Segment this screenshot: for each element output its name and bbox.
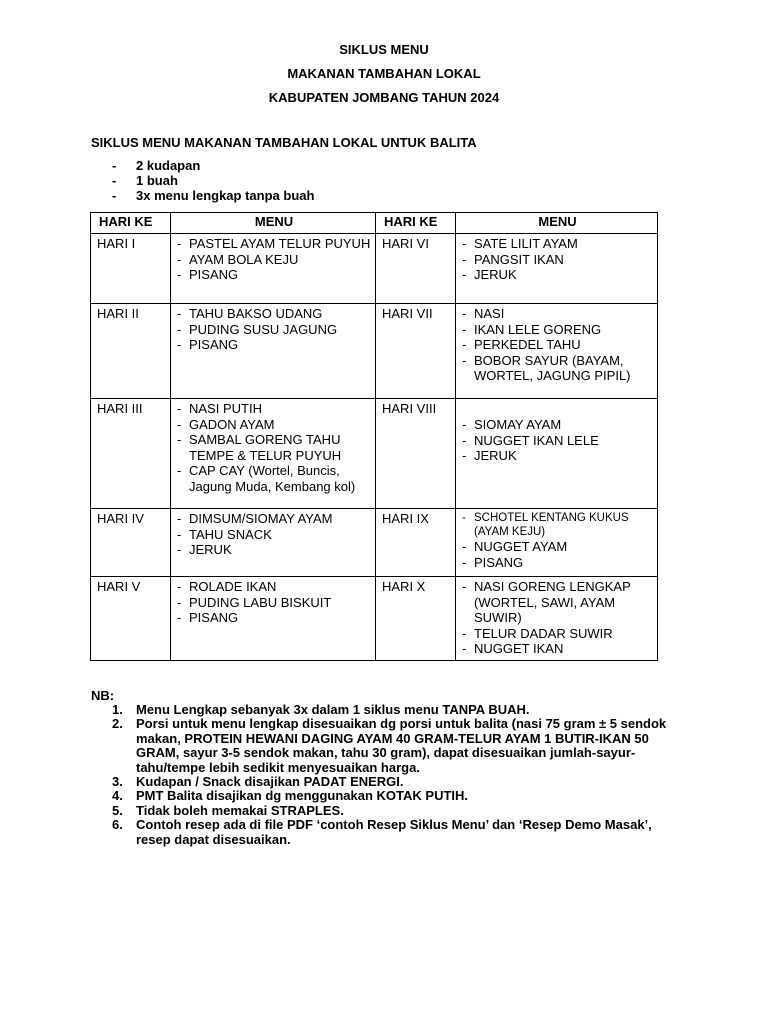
menu-item: - TAHU BAKSO UDANG <box>177 306 371 322</box>
note-number: 6. <box>112 817 123 833</box>
menu-item: - CAP CAY (Wortel, Buncis, Jagung Muda, Kembang kol) <box>177 463 371 494</box>
day-cell: HARI VI <box>376 234 456 304</box>
day-cell: HARI IV <box>91 509 171 577</box>
menu-cell <box>456 509 658 577</box>
menu-cell <box>171 399 376 509</box>
composition-item: - 3x menu lengkap tanpa buah <box>112 188 314 203</box>
menu-item: - SCHOTEL KENTANG KUKUS (AYAM KEJU) <box>462 511 653 539</box>
menu-item: - JERUK <box>177 542 371 558</box>
note-item <box>112 717 682 775</box>
menu-item: - PISANG <box>177 267 371 283</box>
menu-item: - SAMBAL GORENG TAHU TEMPE & TELUR PUYUH <box>177 432 371 463</box>
menu-item: - IKAN LELE GORENG <box>462 322 653 338</box>
note-item <box>112 703 682 717</box>
composition-item: - 2 kudapan <box>112 158 314 173</box>
note-text: Contoh resep ada di file PDF ‘contoh Resep Siklus Menu’ dan ‘Resep Demo Masak’, resep dapat disesuaikan. <box>136 817 652 847</box>
day-cell: HARI VIII <box>376 399 456 509</box>
note-text: Kudapan / Snack disajikan PADAT ENERGI. <box>136 774 404 790</box>
menu-item: - AYAM BOLA KEJU <box>177 252 371 268</box>
note-text: Tidak boleh memakai STRAPLES. <box>136 802 344 818</box>
note-number: 2. <box>112 716 123 732</box>
menu-cell <box>456 304 658 399</box>
table-row <box>91 577 658 661</box>
table-row <box>91 304 658 399</box>
menu-item: - PUDING SUSU JAGUNG <box>177 322 371 338</box>
note-item <box>112 775 682 789</box>
menu-item: - NASI GORENG LENGKAP (WORTEL, SAWI, AYAM SUWIR) <box>462 579 653 626</box>
menu-cell <box>456 234 658 304</box>
menu-item: - SATE LILIT AYAM <box>462 236 653 252</box>
day-cell: HARI V <box>91 577 171 661</box>
menu-item: - NUGGET IKAN <box>462 641 653 657</box>
note-number: 3. <box>112 774 123 790</box>
menu-item: - PISANG <box>177 337 371 353</box>
menu-item: - NUGGET IKAN LELE <box>462 433 653 449</box>
notes-list <box>112 703 682 847</box>
header-day-left: HARI KE <box>91 213 171 234</box>
menu-item: - NUGGET AYAM <box>462 539 653 555</box>
note-number: 1. <box>112 702 123 717</box>
note-text: PMT Balita disajikan dg menggunakan KOTAK PUTIH. <box>136 788 469 804</box>
note-number: 4. <box>112 788 123 804</box>
menu-item: - TELUR DADAR SUWIR <box>462 626 653 642</box>
menu-item: - SIOMAY AYAM <box>462 417 653 433</box>
composition-item: - 1 buah <box>112 173 314 188</box>
day-cell: HARI IX <box>376 509 456 577</box>
menu-item: - NASI <box>462 306 653 322</box>
note-item <box>112 804 682 818</box>
menu-item: - PUDING LABU BISKUIT <box>177 595 371 611</box>
table-row <box>91 509 658 577</box>
note-item <box>112 789 682 803</box>
menu-item: - PANGSIT IKAN <box>462 252 653 268</box>
doc-title-line2: MAKANAN TAMBAHAN LOKAL <box>287 66 481 81</box>
menu-cell <box>456 577 658 661</box>
header-menu-left: MENU <box>171 213 376 234</box>
day-cell: HARI III <box>91 399 171 509</box>
menu-item: - PISANG <box>177 610 371 626</box>
menu-item: - PASTEL AYAM TELUR PUYUH <box>177 236 371 252</box>
table-row <box>91 399 658 509</box>
menu-item: - NASI PUTIH <box>177 401 371 417</box>
header-day-right: HARI KE <box>376 213 456 234</box>
table-header-row <box>91 213 658 234</box>
doc-title-line3: KABUPATEN JOMBANG TAHUN 2024 <box>268 90 500 105</box>
menu-item: - PERKEDEL TAHU <box>462 337 653 353</box>
menu-cell <box>171 304 376 399</box>
note-item <box>112 818 682 847</box>
day-cell: HARI VII <box>376 304 456 399</box>
note-text: Porsi untuk menu lengkap disesuaikan dg porsi untuk balita (nasi 75 gram ± 5 sendok makan, PROTEIN HEWANI DAGING AYAM 40 GRAM-TELUR AYAM 1 BUTIR-IKAN 50 GRAM, sayur 3-5 sendok makan, tahu 30 gram), dapat disesuaikan jumlah-sayur-tahu/tempe lebih sedikit menyesuaikan harga. <box>136 716 667 775</box>
menu-item: - TAHU SNACK <box>177 527 371 543</box>
menu-item: - JERUK <box>462 267 653 283</box>
day-cell: HARI X <box>376 577 456 661</box>
menu-item: - GADON AYAM <box>177 417 371 433</box>
notes-title: NB: <box>91 688 115 703</box>
menu-item: - PISANG <box>462 555 653 571</box>
menu-cell <box>171 234 376 304</box>
day-cell: HARI II <box>91 304 171 399</box>
menu-cell <box>171 509 376 577</box>
menu-item: - DIMSUM/SIOMAY AYAM <box>177 511 371 527</box>
menu-item: - JERUK <box>462 448 653 464</box>
doc-title-line1: SIKLUS MENU <box>339 42 429 57</box>
composition-list <box>112 158 314 203</box>
menu-cycle-table <box>90 212 658 661</box>
day-cell: HARI I <box>91 234 171 304</box>
header-menu-right: MENU <box>456 213 658 234</box>
section-subtitle: SIKLUS MENU MAKANAN TAMBAHAN LOKAL UNTUK BALITA <box>91 135 477 150</box>
note-number: 5. <box>112 802 123 818</box>
menu-cell <box>456 399 658 509</box>
menu-item: - BOBOR SAYUR (BAYAM, WORTEL, JAGUNG PIPIL) <box>462 353 653 384</box>
note-text: Menu Lengkap sebanyak 3x dalam 1 siklus menu TANPA BUAH. <box>136 702 530 717</box>
table-row <box>91 234 658 304</box>
menu-cell <box>171 577 376 661</box>
menu-item: - ROLADE IKAN <box>177 579 371 595</box>
